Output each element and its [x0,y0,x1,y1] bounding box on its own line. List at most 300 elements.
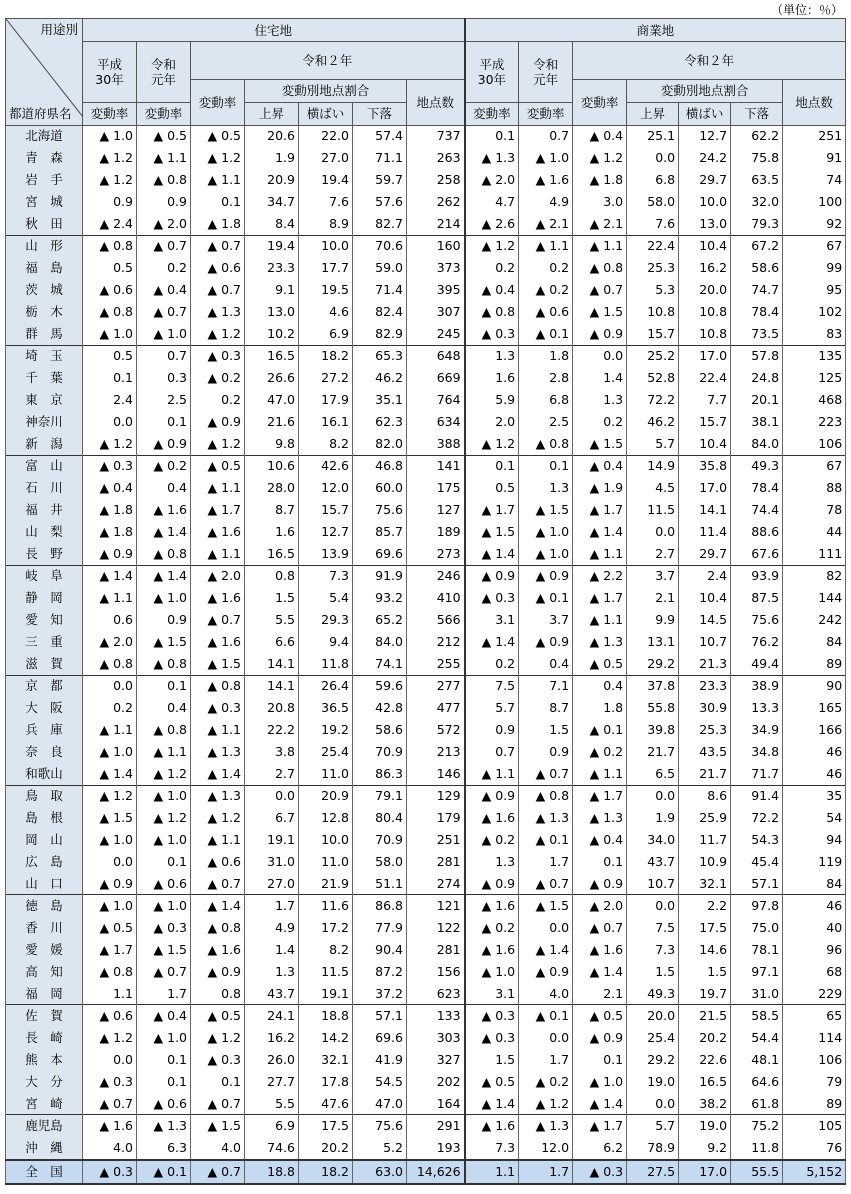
value-cell: ▲ 1.3 [519,1115,573,1137]
value-cell: ▲ 1.4 [191,763,245,785]
value-cell: ▲ 1.4 [573,961,627,983]
value-cell: ▲ 1.5 [573,433,627,455]
value-cell: ▲ 1.0 [137,785,191,807]
value-cell: 65 [783,1005,846,1027]
prefecture-name: 佐 賀 [6,1005,83,1027]
value-cell: ▲ 1.2 [465,433,519,455]
value-cell: 17.0 [679,477,731,499]
table-row [6,895,846,917]
value-cell: 76.2 [731,631,783,653]
value-cell: 29.2 [627,653,679,675]
table-row [6,389,846,411]
value-cell: 307 [407,301,465,323]
value-cell: 395 [407,279,465,301]
value-cell: 8.2 [299,939,353,961]
value-cell: 7.5 [627,917,679,939]
value-cell: 0.0 [519,1027,573,1049]
value-cell: ▲ 0.9 [191,411,245,433]
value-cell: 146 [407,763,465,785]
value-cell: 75.2 [731,1115,783,1137]
value-cell: ▲ 1.6 [465,1115,519,1137]
table-row [6,1005,846,1027]
value-cell: ▲ 1.2 [573,147,627,169]
prefecture-name: 長 野 [6,543,83,565]
value-cell: ▲ 0.8 [137,169,191,191]
value-cell: 634 [407,411,465,433]
value-cell: ▲ 0.8 [137,653,191,675]
prefecture-name: 愛 媛 [6,939,83,961]
value-cell: 38.2 [679,1093,731,1115]
res-up-header: 上昇 [245,102,299,125]
value-cell: ▲ 1.1 [573,235,627,257]
value-cell: 156 [407,961,465,983]
value-cell: 72.2 [627,389,679,411]
value-cell: 43.5 [679,741,731,763]
value-cell: 7.1 [519,675,573,697]
value-cell: 6.5 [627,763,679,785]
value-cell: 46 [783,763,846,785]
value-cell: 0.9 [519,741,573,763]
prefecture-name: 徳 島 [6,895,83,917]
prefecture-name: 滋 賀 [6,653,83,675]
value-cell: ▲ 1.2 [83,169,137,191]
value-cell: 86.3 [353,763,407,785]
table-row [6,1049,846,1071]
table-row [6,279,846,301]
value-cell: 277 [407,675,465,697]
value-cell: ▲ 0.1 [519,323,573,345]
value-cell: 78 [783,499,846,521]
value-cell: 6.2 [573,1137,627,1160]
value-cell: 477 [407,697,465,719]
value-cell: 42.6 [299,455,353,477]
value-cell: 75.6 [353,499,407,521]
value-cell: 29.7 [679,169,731,191]
value-cell: 12.0 [519,1137,573,1160]
value-cell: ▲ 1.4 [83,565,137,587]
value-cell: 0.0 [627,895,679,917]
value-cell: 26.0 [245,1049,299,1071]
value-cell: 74.6 [245,1137,299,1160]
value-cell: 258 [407,169,465,191]
value-cell: 95 [783,279,846,301]
value-cell: ▲ 1.6 [191,587,245,609]
value-cell: ▲ 0.3 [573,1160,627,1184]
value-cell: ▲ 1.0 [83,125,137,147]
value-cell: 0.8 [245,565,299,587]
value-cell: 14.1 [679,499,731,521]
total-row [6,1160,846,1184]
value-cell: 69.6 [353,1027,407,1049]
value-cell: ▲ 0.2 [465,829,519,851]
table-row [6,1027,846,1049]
value-cell: ▲ 0.9 [519,631,573,653]
res-r2-rate-header: 変動率 [191,80,245,126]
value-cell: 29.3 [299,609,353,631]
prefecture-name: 北海道 [6,125,83,147]
value-cell: 13.0 [245,301,299,323]
prefecture-name: 大 阪 [6,697,83,719]
value-cell: 24.2 [679,147,731,169]
value-cell: ▲ 0.8 [191,917,245,939]
value-cell: 175 [407,477,465,499]
value-cell: 22.0 [299,125,353,147]
value-cell: ▲ 1.4 [465,1093,519,1115]
prefecture-name: 三 重 [6,631,83,653]
value-cell: 3.7 [519,609,573,631]
value-cell: 193 [407,1137,465,1160]
value-cell: 67.2 [731,235,783,257]
value-cell: 31.0 [731,983,783,1005]
value-cell: ▲ 1.8 [83,499,137,521]
value-cell: 92 [783,213,846,235]
value-cell: 11.8 [731,1137,783,1160]
value-cell: ▲ 1.7 [573,499,627,521]
value-cell: 3.0 [573,191,627,213]
value-cell: 2.7 [627,543,679,565]
value-cell: 73.5 [731,323,783,345]
value-cell: 36.5 [299,697,353,719]
value-cell: 47.0 [353,1093,407,1115]
value-cell: ▲ 1.8 [191,213,245,235]
value-cell: 4.5 [627,477,679,499]
value-cell: 0.2 [191,389,245,411]
value-cell: 54 [783,807,846,829]
value-cell: ▲ 1.1 [519,235,573,257]
table-row [6,565,846,587]
value-cell: 9.2 [679,1137,731,1160]
value-cell: 91.9 [353,565,407,587]
value-cell: 8.7 [245,499,299,521]
value-cell: ▲ 1.6 [519,169,573,191]
value-cell: 20.1 [731,389,783,411]
value-cell: 1.3 [465,345,519,367]
value-cell: 79.3 [731,213,783,235]
table-row [6,455,846,477]
value-cell: 38.1 [731,411,783,433]
table-row [6,741,846,763]
value-cell: ▲ 0.6 [83,1005,137,1027]
value-cell: ▲ 1.2 [465,235,519,257]
value-cell: ▲ 2.0 [191,565,245,587]
com-flat-header: 横ばい [679,102,731,125]
table-row [6,961,846,983]
value-cell: 9.8 [245,433,299,455]
value-cell: 5.7 [627,1115,679,1137]
value-cell: 0.0 [627,521,679,543]
value-cell: ▲ 0.8 [83,301,137,323]
prefecture-name: 高 知 [6,961,83,983]
table-row [6,873,846,895]
value-cell: ▲ 0.7 [573,279,627,301]
value-cell: 39.8 [627,719,679,741]
value-cell: ▲ 0.5 [191,455,245,477]
value-cell: 83 [783,323,846,345]
value-cell: ▲ 1.5 [137,631,191,653]
value-cell: ▲ 0.8 [519,785,573,807]
table-row [6,323,846,345]
table-row [6,543,846,565]
value-cell: 28.0 [245,477,299,499]
value-cell: 22.6 [679,1049,731,1071]
value-cell: ▲ 2.1 [573,213,627,235]
value-cell: 16.1 [299,411,353,433]
value-cell: 3.7 [627,565,679,587]
value-cell: ▲ 0.4 [137,1005,191,1027]
value-cell: 75.0 [731,917,783,939]
prefecture-name: 奈 良 [6,741,83,763]
value-cell: ▲ 0.4 [83,477,137,499]
value-cell: ▲ 0.8 [83,961,137,983]
value-cell: ▲ 1.4 [465,631,519,653]
value-cell: 10.4 [679,587,731,609]
value-cell: ▲ 1.0 [137,587,191,609]
value-cell: 35 [783,785,846,807]
corner-bottom-label: 都道府県名 [9,105,72,121]
value-cell: 43.7 [245,983,299,1005]
value-cell: 0.9 [137,191,191,213]
table-row [6,1071,846,1093]
value-cell: 0.1 [137,1071,191,1093]
value-cell: ▲ 1.6 [191,631,245,653]
value-cell: ▲ 0.3 [465,323,519,345]
value-cell: 45.4 [731,851,783,873]
value-cell: 251 [783,125,846,147]
value-cell: 0.3 [137,367,191,389]
value-cell: ▲ 0.8 [137,719,191,741]
value-cell: 10.9 [679,851,731,873]
value-cell: 76 [783,1137,846,1160]
value-cell: 0.0 [245,785,299,807]
value-cell: ▲ 1.1 [83,587,137,609]
value-cell: 12.0 [299,477,353,499]
value-cell: 69.6 [353,543,407,565]
value-cell: 32.0 [731,191,783,213]
value-cell: 0.1 [137,1049,191,1071]
value-cell: 34.0 [627,829,679,851]
value-cell: 18.2 [299,345,353,367]
value-cell: ▲ 0.1 [519,587,573,609]
value-cell: ▲ 2.1 [519,213,573,235]
value-cell: 49.3 [627,983,679,1005]
prefecture-name: 広 島 [6,851,83,873]
value-cell: 0.1 [137,675,191,697]
value-cell: 468 [783,389,846,411]
value-cell: 1.8 [573,697,627,719]
value-cell: 46.2 [353,367,407,389]
value-cell: ▲ 1.7 [465,499,519,521]
value-cell: 6.6 [245,631,299,653]
value-cell: 2.1 [627,587,679,609]
value-cell: ▲ 0.9 [191,961,245,983]
com-down-header: 下落 [731,102,783,125]
value-cell: 88.6 [731,521,783,543]
value-cell: 5.5 [245,609,299,631]
value-cell: 10.8 [679,301,731,323]
value-cell: 20.6 [245,125,299,147]
value-cell: 11.5 [299,961,353,983]
value-cell: 8.9 [299,213,353,235]
value-cell: ▲ 1.0 [519,543,573,565]
unit-note: （単位：％） [770,3,843,17]
value-cell: 0.1 [573,851,627,873]
value-cell: ▲ 1.5 [573,301,627,323]
value-cell: 1.5 [245,587,299,609]
value-cell: ▲ 1.3 [573,807,627,829]
value-cell: 54.4 [731,1027,783,1049]
value-cell: 25.4 [627,1027,679,1049]
value-cell: 58.6 [731,257,783,279]
value-cell: 63.5 [731,169,783,191]
value-cell: ▲ 0.1 [519,829,573,851]
value-cell: ▲ 0.3 [465,587,519,609]
value-cell: ▲ 1.2 [83,147,137,169]
value-cell: ▲ 0.7 [191,873,245,895]
value-cell: 212 [407,631,465,653]
prefecture-name: 富 山 [6,455,83,477]
value-cell: 5,152 [783,1160,846,1184]
value-cell: ▲ 1.4 [137,565,191,587]
value-cell: 27.2 [299,367,353,389]
value-cell: 5.7 [627,433,679,455]
value-cell: 4.0 [83,1137,137,1160]
value-cell: 1.7 [519,1160,573,1184]
value-cell: 0.2 [519,257,573,279]
value-cell: 388 [407,433,465,455]
value-cell: 78.4 [731,477,783,499]
value-cell: 4.9 [519,191,573,213]
value-cell: 27.0 [245,873,299,895]
value-cell: 5.5 [245,1093,299,1115]
value-cell: 20.9 [299,785,353,807]
value-cell: 17.5 [299,1115,353,1137]
corner-header [6,19,83,126]
value-cell: 64.6 [731,1071,783,1093]
value-cell: 74.4 [731,499,783,521]
value-cell: ▲ 0.2 [191,367,245,389]
value-cell: ▲ 0.9 [83,543,137,565]
value-cell: 7.7 [679,389,731,411]
value-cell: 623 [407,983,465,1005]
value-cell: 4.0 [191,1137,245,1160]
value-cell: 7.3 [465,1137,519,1160]
value-cell: ▲ 0.8 [519,433,573,455]
value-cell: ▲ 1.1 [465,763,519,785]
value-cell: 0.5 [465,477,519,499]
value-cell: 26.6 [245,367,299,389]
value-cell: ▲ 0.7 [191,1093,245,1115]
value-cell: 82.9 [353,323,407,345]
table-row [6,917,846,939]
table-row [6,125,846,147]
value-cell: 17.0 [679,345,731,367]
value-cell: 54.5 [353,1071,407,1093]
value-cell: ▲ 0.6 [83,279,137,301]
value-cell: ▲ 1.6 [465,895,519,917]
prefecture-name: 新 潟 [6,433,83,455]
value-cell: ▲ 0.7 [137,301,191,323]
value-cell: 0.8 [191,983,245,1005]
value-cell: ▲ 1.2 [137,807,191,829]
value-cell: 62.2 [731,125,783,147]
value-cell: ▲ 0.8 [191,675,245,697]
value-cell: ▲ 1.5 [519,895,573,917]
value-cell: 82 [783,565,846,587]
value-cell: 122 [407,917,465,939]
value-cell: 7.5 [465,675,519,697]
value-cell: 20.0 [679,279,731,301]
value-cell: ▲ 1.0 [519,521,573,543]
value-cell: ▲ 0.3 [137,917,191,939]
value-cell: 74.7 [731,279,783,301]
value-cell: 229 [783,983,846,1005]
value-cell: 11.7 [679,829,731,851]
value-cell: 89 [783,653,846,675]
value-cell: 13.1 [627,631,679,653]
value-cell: 11.6 [299,895,353,917]
value-cell: 15.7 [627,323,679,345]
table-body [6,125,846,1184]
value-cell: 10.0 [299,829,353,851]
value-cell: 97.8 [731,895,783,917]
value-cell: 11.5 [627,499,679,521]
prefecture-name: 鹿児島 [6,1115,83,1137]
value-cell: 0.7 [519,125,573,147]
value-cell: 165 [783,697,846,719]
value-cell: ▲ 1.1 [191,719,245,741]
value-cell: ▲ 1.1 [573,763,627,785]
value-cell: 27.0 [299,147,353,169]
prefecture-name: 福 岡 [6,983,83,1005]
value-cell: 133 [407,1005,465,1027]
value-cell: ▲ 1.3 [465,147,519,169]
value-cell: ▲ 2.4 [83,213,137,235]
prefecture-name: 全 国 [6,1160,83,1184]
value-cell: 47.0 [245,389,299,411]
prefecture-name: 愛 知 [6,609,83,631]
value-cell: 6.7 [245,807,299,829]
value-cell: ▲ 0.8 [465,301,519,323]
value-cell: ▲ 2.6 [465,213,519,235]
value-cell: ▲ 1.5 [191,1115,245,1137]
value-cell: 8.2 [299,433,353,455]
value-cell: 84.0 [353,631,407,653]
value-cell: 24.1 [245,1005,299,1027]
value-cell: 1.6 [245,521,299,543]
value-cell: 14.2 [299,1027,353,1049]
value-cell: 85.7 [353,521,407,543]
value-cell: ▲ 1.0 [519,147,573,169]
value-cell: ▲ 0.7 [191,1160,245,1184]
prefecture-name: 福 島 [6,257,83,279]
value-cell: ▲ 1.2 [83,785,137,807]
value-cell: 22.2 [245,719,299,741]
value-cell: 5.4 [299,587,353,609]
value-cell: 29.7 [679,543,731,565]
value-cell: 0.9 [83,191,137,213]
value-cell: 23.3 [679,675,731,697]
value-cell: 71.1 [353,147,407,169]
value-cell: 24.8 [731,367,783,389]
value-cell: 57.6 [353,191,407,213]
value-cell: 70.9 [353,741,407,763]
value-cell: 93.2 [353,587,407,609]
value-cell: ▲ 1.7 [191,499,245,521]
prefecture-name: 東 京 [6,389,83,411]
value-cell: ▲ 1.7 [573,587,627,609]
value-cell: 1.4 [245,939,299,961]
value-cell: 14.9 [627,455,679,477]
